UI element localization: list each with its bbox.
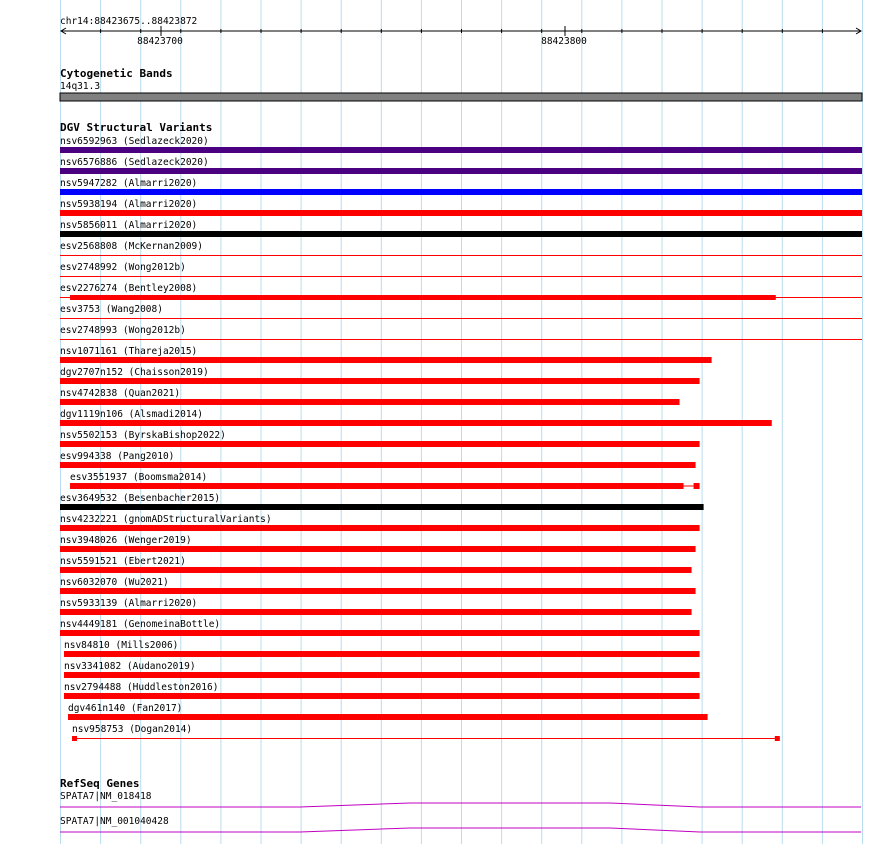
gene-label: SPATA7|NM_018418 (60, 791, 152, 802)
variant-label: nsv3948026 (Wenger2019) (60, 535, 192, 546)
variant-bar[interactable] (60, 609, 692, 615)
variant-row[interactable] (60, 535, 696, 552)
variant-bar[interactable] (60, 588, 696, 594)
variant-bar[interactable] (60, 546, 696, 552)
variant-label: esv2748993 (Wong2012b) (60, 325, 186, 336)
variant-label: nsv5947282 (Almarri2020) (60, 178, 198, 189)
variant-row[interactable] (60, 556, 692, 573)
variant-bar[interactable] (60, 630, 700, 636)
variant-bar[interactable] (64, 693, 700, 699)
variant-label: esv2748992 (Wong2012b) (60, 262, 186, 273)
variant-bar[interactable] (70, 483, 684, 489)
variant-bar[interactable] (60, 462, 696, 468)
variant-label: nsv5933139 (Almarri2020) (60, 598, 198, 609)
variant-bar[interactable] (60, 147, 862, 153)
variant-row[interactable] (68, 703, 708, 720)
variant-bar[interactable] (60, 210, 862, 216)
ruler-location-label: chr14:88423675..88423872 (60, 16, 198, 27)
refseq-track-title: RefSeq Genes (60, 777, 140, 790)
variant-bar[interactable] (60, 504, 704, 510)
variant-bar[interactable] (60, 231, 862, 237)
variant-bar[interactable] (60, 378, 700, 384)
variant-end-marker[interactable] (72, 736, 77, 741)
variant-end-marker[interactable] (775, 736, 780, 741)
variant-row[interactable] (60, 493, 704, 510)
variant-label: nsv5502153 (ByrskaBishop2022) (60, 430, 226, 441)
variant-bar[interactable] (60, 399, 680, 405)
variant-row[interactable] (70, 472, 700, 489)
variant-label: nsv6592963 (Sedlazeck2020) (60, 136, 209, 147)
gene-intron-line[interactable] (60, 803, 861, 807)
variant-bar[interactable] (60, 567, 692, 573)
variant-label: esv3551937 (Boomsma2014) (70, 472, 208, 483)
variant-bar[interactable] (694, 483, 700, 489)
ruler-track[interactable] (60, 16, 861, 47)
variant-row[interactable] (60, 577, 696, 594)
variant-label: nsv6576886 (Sedlazeck2020) (60, 157, 209, 168)
refseq-track (60, 777, 861, 832)
variant-bar[interactable] (64, 672, 700, 678)
variant-bar[interactable] (60, 441, 700, 447)
variant-label: nsv2794488 (Huddleston2016) (64, 682, 219, 693)
variant-label: dgv2707n152 (Chaisson2019) (60, 367, 209, 378)
variant-bar[interactable] (60, 525, 700, 531)
variant-label: esv2276274 (Bentley2008) (60, 283, 198, 294)
cytoband-bar[interactable] (60, 93, 862, 101)
variant-label: dgv461n140 (Fan2017) (68, 703, 183, 714)
gene-intron-line[interactable] (60, 828, 861, 832)
gene-label: SPATA7|NM_001040428 (60, 816, 169, 827)
variant-row[interactable] (60, 367, 700, 384)
dgv-track-title: DGV Structural Variants (60, 121, 213, 134)
variant-label: nsv4449181 (GenomeinaBottle) (60, 619, 221, 630)
variant-label: esv2568808 (McKernan2009) (60, 241, 203, 252)
variant-label: esv994338 (Pang2010) (60, 451, 175, 462)
variant-label: nsv4232221 (gnomADStructuralVariants) (60, 514, 272, 525)
variant-row[interactable] (60, 430, 700, 447)
variant-bar[interactable] (60, 357, 712, 363)
variant-bar[interactable] (68, 714, 708, 720)
variant-row[interactable] (60, 619, 700, 636)
variant-label: nsv5591521 (Ebert2021) (60, 556, 186, 567)
gene-row[interactable] (60, 816, 861, 832)
variant-row[interactable] (60, 388, 680, 405)
variant-row[interactable] (60, 409, 772, 426)
variant-bar[interactable] (60, 189, 862, 195)
ruler-tick-label: 88423700 (137, 36, 183, 47)
variant-label: esv3753 (Wang2008) (60, 304, 163, 315)
variant-row[interactable] (60, 451, 696, 468)
variant-label: nsv1071161 (Thareja2015) (60, 346, 198, 357)
variant-bar[interactable] (60, 420, 772, 426)
variant-label: dgv1119n106 (Alsmadi2014) (60, 409, 203, 420)
cytoband-band-label: 14q31.3 (60, 81, 101, 92)
variant-bar[interactable] (64, 651, 700, 657)
variant-row[interactable] (60, 598, 692, 615)
variant-row[interactable] (60, 346, 712, 363)
variant-label: nsv5856011 (Almarri2020) (60, 220, 198, 231)
variant-row[interactable] (72, 724, 780, 741)
ruler-tick-label: 88423800 (541, 36, 587, 47)
variant-label: nsv958753 (Dogan2014) (72, 724, 193, 735)
variant-label: nsv4742838 (Quan2021) (60, 388, 181, 399)
variant-label: nsv6032070 (Wu2021) (60, 577, 169, 588)
cytoband-track-title: Cytogenetic Bands (60, 67, 173, 80)
variant-row[interactable] (60, 514, 700, 531)
variant-label: nsv3341082 (Audano2019) (64, 661, 196, 672)
variant-label: esv3649532 (Besenbacher2015) (60, 493, 221, 504)
variant-label: nsv5938194 (Almarri2020) (60, 199, 198, 210)
variant-label: nsv84810 (Mills2006) (64, 640, 179, 651)
variant-bar[interactable] (70, 295, 776, 300)
gene-row[interactable] (60, 791, 861, 807)
variant-bar[interactable] (60, 168, 862, 174)
